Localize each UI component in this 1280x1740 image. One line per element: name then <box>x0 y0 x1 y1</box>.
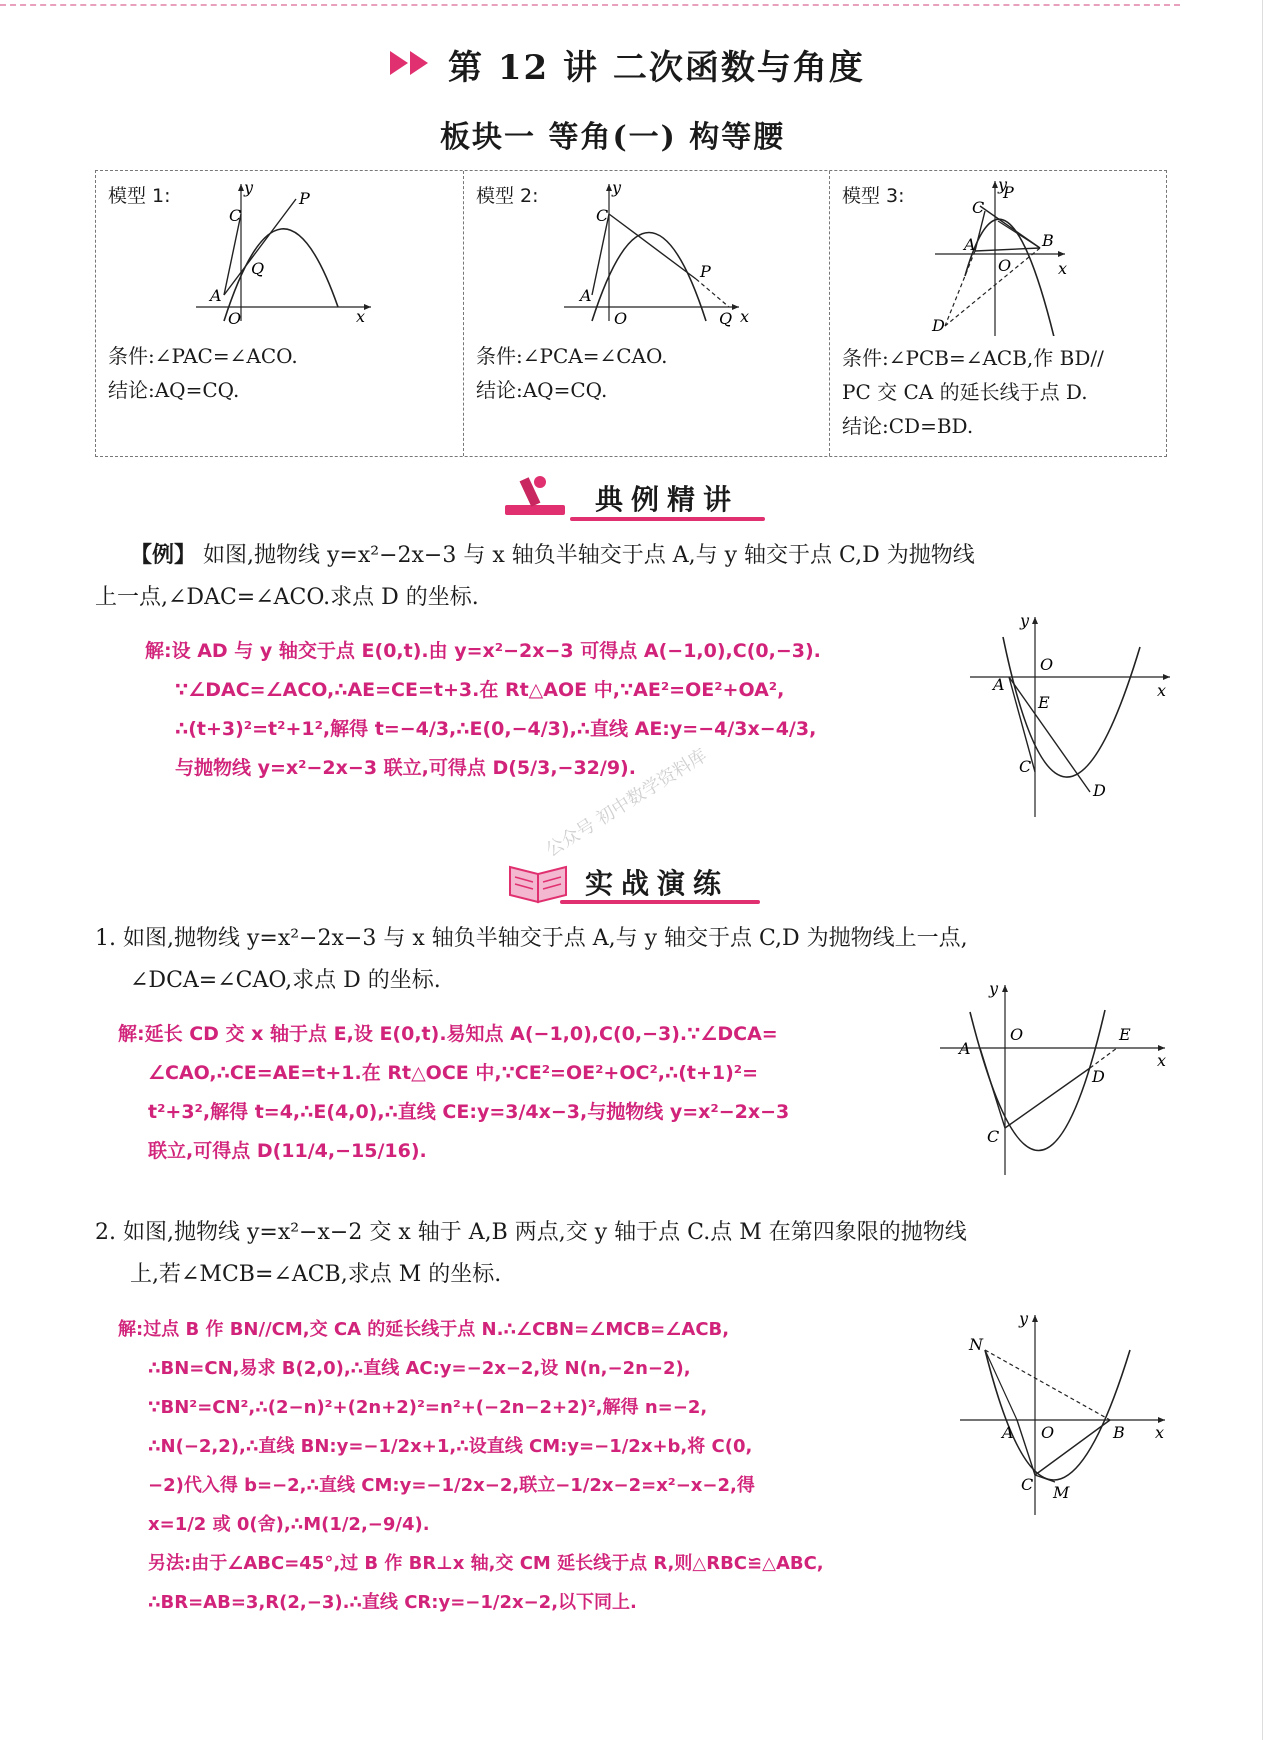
svg-text:N: N <box>969 1335 983 1354</box>
problem-1-solution-line: 解:延长 CD 交 x 轴于点 E,设 E(0,t).易知点 A(−1,0),C(0,−3).∵∠DCA= <box>118 1023 778 1045</box>
svg-text:C: C <box>1019 757 1032 776</box>
model-3-condition-1: 条件:∠PCB=∠ACB,作 BD// <box>842 346 1104 370</box>
svg-text:x: x <box>356 307 366 326</box>
svg-text:C: C <box>229 206 242 225</box>
example-line-1 <box>130 535 1170 577</box>
problem-2-line-1: 2. 如图,抛物线 y=x²−x−2 交 x 轴于 A,B 两点,交 y 轴于点 C.点 M 在第四象限的抛物线 <box>95 1220 967 1245</box>
svg-text:C: C <box>596 206 609 225</box>
problem-2-solution-line: ∵BN²=CN²,∴(2−n)²+(2n+2)²=n²+(−2n−2+2)²,解得 n=−2, <box>148 1397 708 1418</box>
problem-2-solution <box>118 1310 948 1622</box>
problem-2-solution-line: x=1/2 或 0(舍),∴M(1/2,−9/4). <box>148 1514 430 1535</box>
practice-banner-title: 实战演练 <box>585 867 730 900</box>
svg-text:Q: Q <box>719 309 733 328</box>
svg-text:y: y <box>1019 1310 1029 1328</box>
example-graph <box>965 612 1175 822</box>
svg-text:C: C <box>972 198 985 217</box>
svg-text:D: D <box>932 316 945 335</box>
page-edge <box>1262 0 1263 1740</box>
problem-1-line-1: 1. 如图,抛物线 y=x²−2x−3 与 x 轴负半轴交于点 A,与 y 轴交于点 C,D 为抛物线上一点, <box>95 926 968 951</box>
svg-text:x: x <box>1157 1051 1167 1070</box>
problem-2-line-2: 上,若∠MCB=∠ACB,求点 M 的坐标. <box>130 1262 502 1287</box>
model-1-condition: 条件:∠PAC=∠ACO. <box>108 344 298 368</box>
model-1-conclusion: 结论:AQ=CQ. <box>108 378 240 402</box>
svg-text:B: B <box>1042 231 1054 250</box>
svg-text:O: O <box>998 256 1012 275</box>
example-line-2: 上一点,∠DAC=∠ACO.求点 D 的坐标. <box>95 585 479 610</box>
problem-1-graph <box>935 980 1175 1180</box>
svg-text:x: x <box>1058 259 1068 278</box>
problem-2-solution-line: ∴N(−2,2),∴直线 BN:y=−1/2x+1,∴设直线 CM:y=−1/2x+b,将 C(0, <box>148 1436 753 1457</box>
problem-2-solution-line: ∴BN=CN,易求 B(2,0),∴直线 AC:y=−2x−2,设 N(n,−2n−2), <box>148 1358 691 1379</box>
example-text-1: 如图,抛物线 y=x²−2x−3 与 x 轴负半轴交于点 A,与 y 轴交于点 C,D 为抛物线 <box>203 543 975 568</box>
chapter-title: 第 12 讲 二次函数与角度 <box>448 48 865 88</box>
model-1-label: 模型 1: <box>108 185 171 207</box>
models-box <box>95 170 1167 457</box>
svg-text:M: M <box>1053 1483 1070 1502</box>
chevron-arrows-icon <box>390 48 440 78</box>
svg-text:E: E <box>1119 1025 1131 1044</box>
microscope-icon <box>500 470 580 520</box>
model-3-label: 模型 3: <box>842 185 905 207</box>
top-dashed-border <box>0 4 1180 6</box>
model-3-condition-2: PC 交 CA 的延长线于点 D. <box>842 380 1088 404</box>
svg-text:x: x <box>740 307 750 326</box>
example-banner-title: 典例精讲 <box>595 483 740 516</box>
example-solution <box>145 632 975 788</box>
problem-1-solution-line: ∠CAO,∴CE=AE=t+1.在 Rt△OCE 中,∵CE²=OE²+OC²,∴(t+1)²= <box>148 1062 759 1084</box>
problem-1-line-2: ∠DCA=∠CAO,求点 D 的坐标. <box>130 968 441 993</box>
model-3-conclusion: 结论:CD=BD. <box>842 414 974 438</box>
model-1-graph <box>196 179 466 329</box>
svg-text:O: O <box>1040 655 1054 674</box>
svg-text:y: y <box>1020 612 1030 630</box>
problem-2-solution-line: −2)代入得 b=−2,∴直线 CM:y=−1/2x−2,联立−1/2x−2=x²−x−2,得 <box>148 1475 755 1496</box>
svg-text:P: P <box>700 262 711 281</box>
svg-text:B: B <box>1113 1423 1125 1442</box>
svg-text:P: P <box>1003 183 1014 202</box>
section-title: 板块一 等角(一) 构等腰 <box>440 120 786 155</box>
problem-1-solution-line: t²+3²,解得 t=4,∴E(4,0),∴直线 CE:y=3/4x−3,与抛物线 y=x²−2x−3 <box>148 1101 790 1123</box>
svg-text:A: A <box>964 235 976 254</box>
svg-text:Q: Q <box>251 259 265 278</box>
svg-text:O: O <box>614 309 628 328</box>
svg-text:A: A <box>210 286 222 305</box>
svg-text:y: y <box>989 980 999 998</box>
svg-text:A: A <box>959 1039 971 1058</box>
problem-1-solution-line: 联立,可得点 D(11/4,−15/16). <box>148 1140 427 1162</box>
svg-text:x: x <box>1157 681 1167 700</box>
example-solution-line: ∴(t+3)²=t²+1²,解得 t=−4/3,∴E(0,−4/3),∴直线 AE:y=−4/3x−4/3, <box>175 718 817 740</box>
model-3-graph <box>930 176 1170 336</box>
model-2-conclusion: 结论:AQ=CQ. <box>476 378 608 402</box>
svg-text:D: D <box>1092 1067 1105 1086</box>
svg-text:y: y <box>612 179 622 197</box>
model-3 <box>829 171 1167 456</box>
example-tag: 【例】 <box>130 543 197 568</box>
svg-text:O: O <box>1041 1423 1055 1442</box>
svg-text:C: C <box>1021 1475 1034 1494</box>
model-2 <box>463 171 830 456</box>
example-banner-underline <box>570 517 765 521</box>
example-solution-line: ∵∠DAC=∠ACO,∴AE=CE=t+3.在 Rt△AOE 中,∵AE²=OE²+OA², <box>175 679 785 701</box>
book-icon <box>505 852 575 907</box>
svg-text:O: O <box>228 309 242 328</box>
problem-2-solution-line: 解:过点 B 作 BN//CM,交 CA 的延长线于点 N.∴∠CBN=∠MCB=∠ACB, <box>118 1319 730 1340</box>
problem-2-graph <box>955 1310 1175 1520</box>
svg-text:y: y <box>998 176 1008 194</box>
svg-text:A: A <box>993 675 1005 694</box>
model-2-label: 模型 2: <box>476 185 539 207</box>
example-solution-line: 解:设 AD 与 y 轴交于点 E(0,t).由 y=x²−2x−3 可得点 A(−1,0),C(0,−3). <box>145 640 821 662</box>
svg-text:E: E <box>1038 693 1050 712</box>
practice-banner-underline <box>560 900 760 904</box>
svg-text:D: D <box>1093 781 1106 800</box>
svg-text:A: A <box>580 286 592 305</box>
model-1 <box>96 171 463 456</box>
svg-text:P: P <box>299 189 310 208</box>
problem-2-solution-line: ∴BR=AB=3,R(2,−3).∴直线 CR:y=−1/2x−2,以下同上. <box>148 1592 637 1613</box>
model-2-condition: 条件:∠PCA=∠CAO. <box>476 344 668 368</box>
watermark: 公众号 初中数学资料库 <box>542 744 711 862</box>
svg-text:A: A <box>1002 1423 1014 1442</box>
svg-text:C: C <box>987 1127 1000 1146</box>
model-2-graph <box>564 179 824 329</box>
model-1-y-label: y <box>244 179 254 197</box>
problem-1-solution <box>118 1015 938 1171</box>
example-solution-line: 与抛物线 y=x²−2x−3 联立,可得点 D(5/3,−32/9). <box>175 757 636 779</box>
svg-text:x: x <box>1155 1423 1165 1442</box>
svg-text:O: O <box>1010 1025 1024 1044</box>
problem-2-solution-line: 另法:由于∠ABC=45°,过 B 作 BR⊥x 轴,交 CM 延长线于点 R,则△RBC≌△ABC, <box>148 1553 824 1574</box>
